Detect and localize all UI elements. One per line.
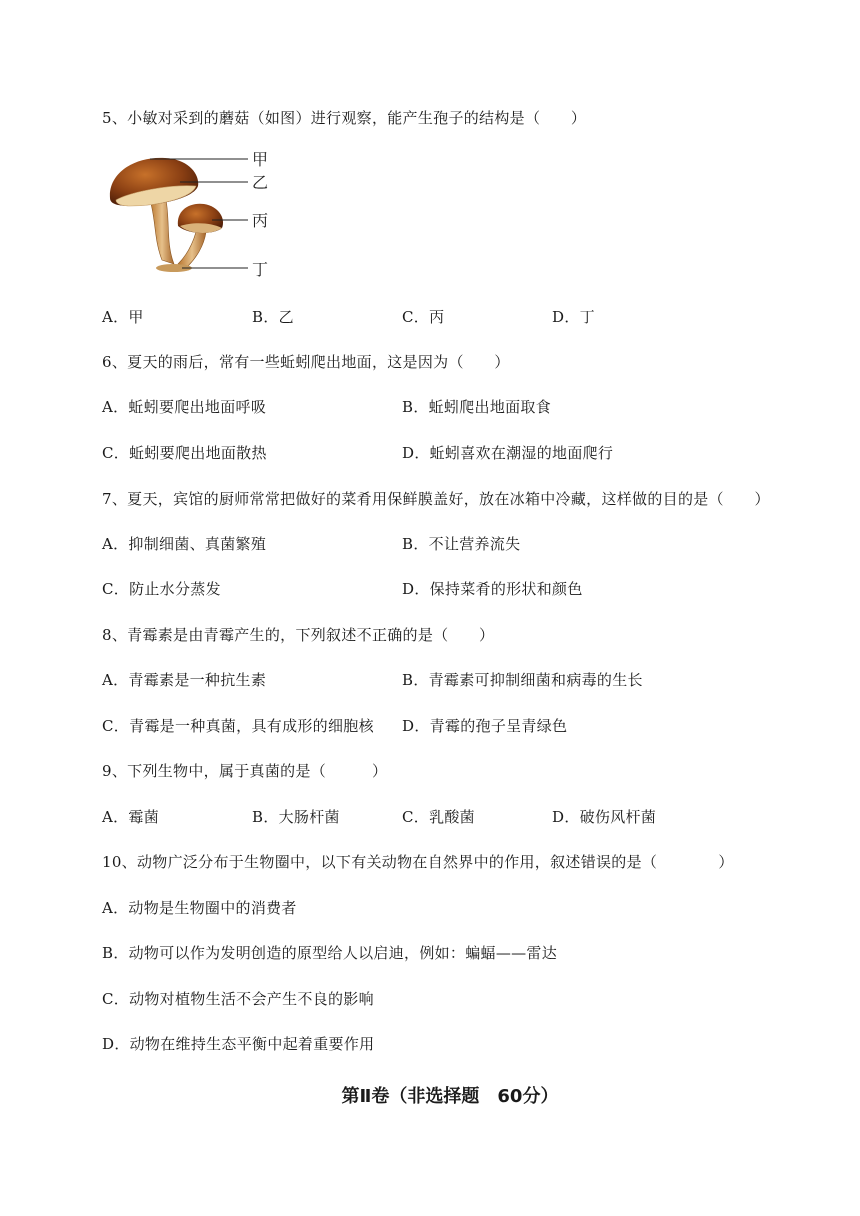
question-5-stem: 5、小敏对采到的蘑菇（如图）进行观察，能产生孢子的结构是（ ） xyxy=(102,109,587,127)
big-mushroom-stem xyxy=(150,200,174,264)
question-9-stem: 9、下列生物中，属于真菌的是（ ） xyxy=(102,762,388,780)
mushroom-figure xyxy=(100,148,290,282)
label-ding: 丁 xyxy=(252,260,269,279)
q8-option-a: A．青霉素是一种抗生素 xyxy=(102,671,267,689)
q10-option-c: C．动物对植物生活不会产生不良的影响 xyxy=(102,990,374,1008)
q7-option-b: B．不让营养流失 xyxy=(402,535,521,553)
label-yi: 乙 xyxy=(252,173,269,192)
question-6-stem: 6、夏天的雨后，常有一些蚯蚓爬出地面，这是因为（ ） xyxy=(102,353,510,371)
question-7-stem: 7、夏天，宾馆的厨师常常把做好的菜肴用保鲜膜盖好，放在冰箱中冷藏，这样做的目的是（ ） xyxy=(102,490,770,508)
question-10-stem: 10、动物广泛分布于生物圈中，以下有关动物在自然界中的作用，叙述错误的是（ ） xyxy=(102,853,734,871)
q10-option-d: D．动物在维持生态平衡中起着重要作用 xyxy=(102,1035,375,1053)
q9-option-b: B．大肠杆菌 xyxy=(252,808,340,826)
label-bing: 丙 xyxy=(252,211,269,230)
q10-option-b: B．动物可以作为发明创造的原型给人以启迪，例如：蝙蝠——雷达 xyxy=(102,944,558,962)
section-title: 第Ⅱ卷（非选择题 60分） xyxy=(341,1086,559,1107)
label-jia: 甲 xyxy=(252,150,269,169)
q5-option-b: B．乙 xyxy=(252,308,294,326)
q7-option-a: A．抑制细菌、真菌繁殖 xyxy=(102,535,267,553)
q6-option-a: A．蚯蚓要爬出地面呼吸 xyxy=(102,398,267,416)
q5-option-d: D．丁 xyxy=(552,308,595,326)
q9-option-d: D．破伤风杆菌 xyxy=(552,808,657,826)
q9-option-c: C．乳酸菌 xyxy=(402,808,475,826)
small-mushroom-stem xyxy=(178,232,206,266)
q8-option-c: C．青霉是一种真菌，具有成形的细胞核 xyxy=(102,717,374,735)
q6-option-c: C．蚯蚓要爬出地面散热 xyxy=(102,444,267,462)
q7-option-d: D．保持菜肴的形状和颜色 xyxy=(402,580,583,598)
q9-option-a: A．霉菌 xyxy=(102,808,160,826)
q8-option-d: D．青霉的孢子呈青绿色 xyxy=(402,717,568,735)
q7-option-c: C．防止水分蒸发 xyxy=(102,580,221,598)
q5-option-c: C．丙 xyxy=(402,308,445,326)
question-8-stem: 8、青霉素是由青霉产生的，下列叙述不正确的是（ ） xyxy=(102,626,495,644)
q5-option-a: A．甲 xyxy=(102,308,144,326)
q6-option-d: D．蚯蚓喜欢在潮湿的地面爬行 xyxy=(402,444,614,462)
q6-option-b: B．蚯蚓爬出地面取食 xyxy=(402,398,552,416)
q8-option-b: B．青霉素可抑制细菌和病毒的生长 xyxy=(402,671,643,689)
q10-option-a: A．动物是生物圈中的消费者 xyxy=(102,899,297,917)
